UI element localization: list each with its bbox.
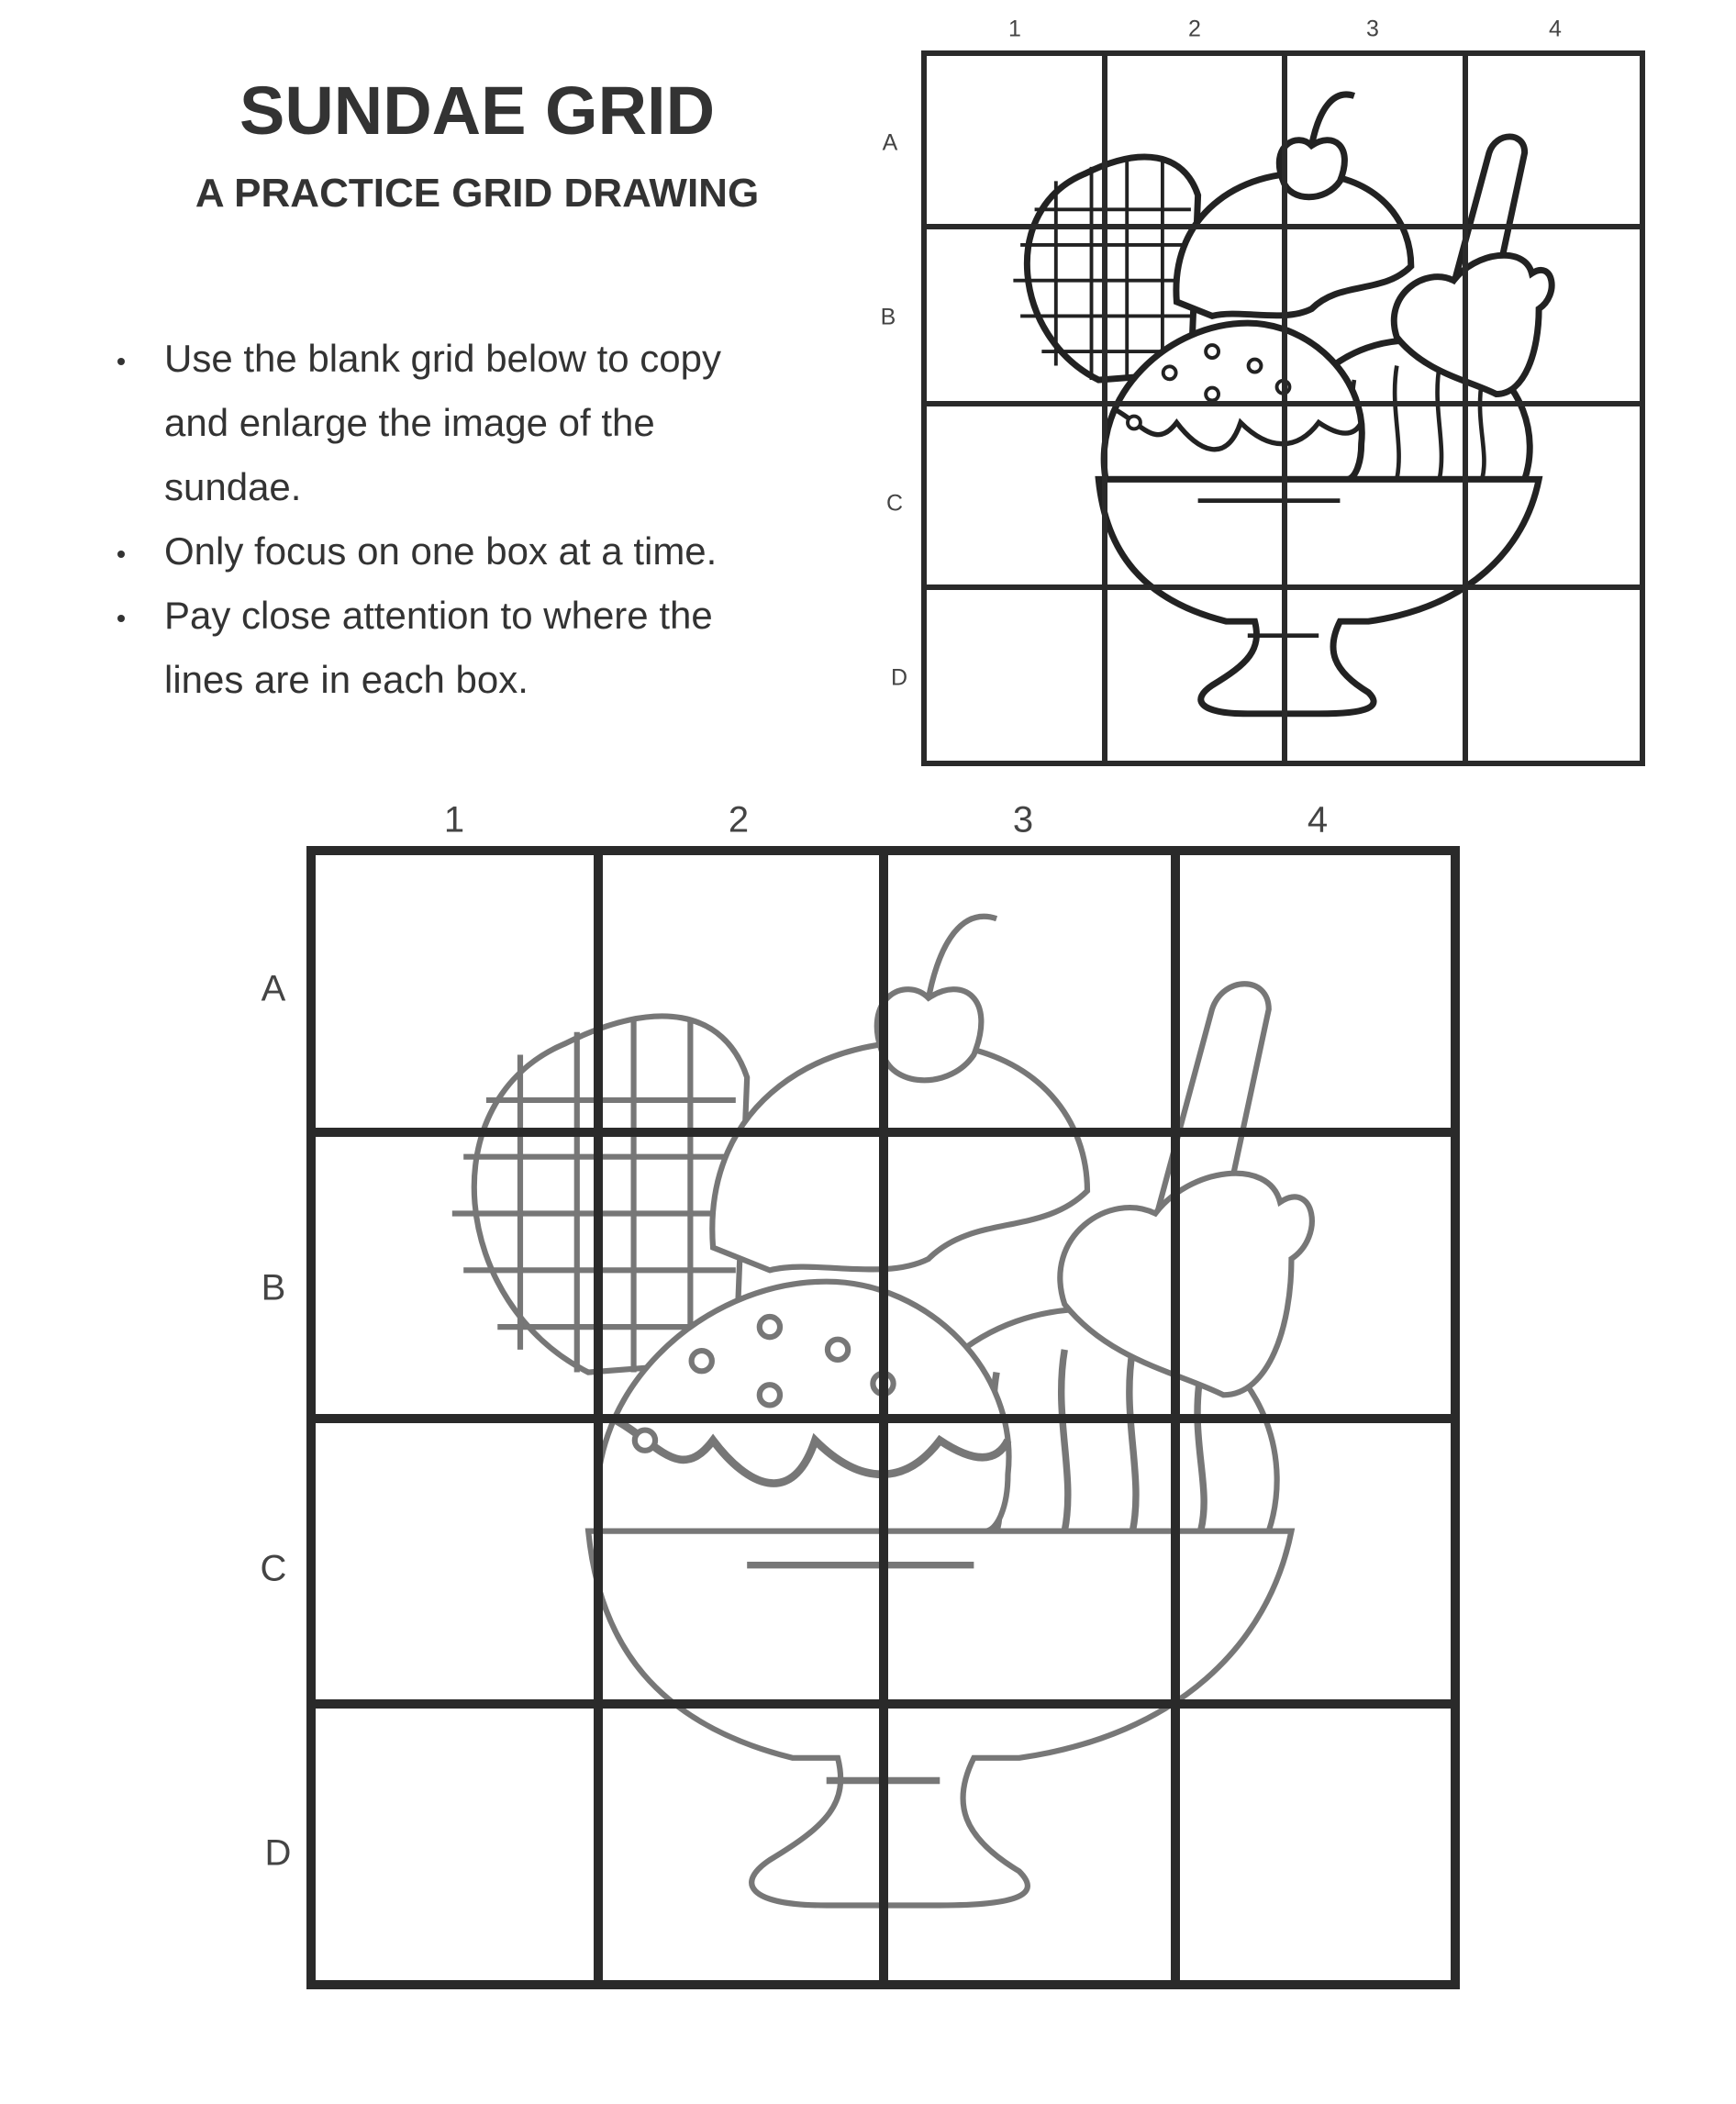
practice-column-label: 2 xyxy=(728,799,750,840)
reference-row-label: C xyxy=(885,490,904,517)
page-subtitle: A PRACTICE GRID DRAWING xyxy=(195,171,760,216)
practice-column-label: 1 xyxy=(443,799,465,840)
practice-row-label: B xyxy=(261,1267,286,1308)
instruction-item: Only focus on one box at a time. xyxy=(101,519,853,584)
reference-column-label: 2 xyxy=(1188,16,1201,42)
practice-column-label: 3 xyxy=(1012,799,1034,840)
practice-column-label: 4 xyxy=(1307,799,1329,840)
reference-column-label: 4 xyxy=(1549,16,1562,42)
instruction-item: Pay close attention to where the lines are in each box. xyxy=(101,584,751,712)
reference-column-label: 1 xyxy=(1008,16,1021,42)
page-title: SUNDAE GRID xyxy=(239,72,716,149)
practice-grid xyxy=(311,851,1455,1985)
reference-grid xyxy=(924,53,1642,763)
reference-row-label: D xyxy=(890,664,908,691)
reference-row-label: B xyxy=(880,304,896,330)
practice-row-label: D xyxy=(264,1832,292,1874)
reference-row-label: A xyxy=(882,129,898,156)
instruction-item: Use the blank grid below to copy and enlarge the image of the sundae. xyxy=(101,327,751,519)
practice-row-label: C xyxy=(260,1548,287,1589)
practice-row-label: A xyxy=(261,968,286,1009)
reference-column-label: 3 xyxy=(1366,16,1379,42)
